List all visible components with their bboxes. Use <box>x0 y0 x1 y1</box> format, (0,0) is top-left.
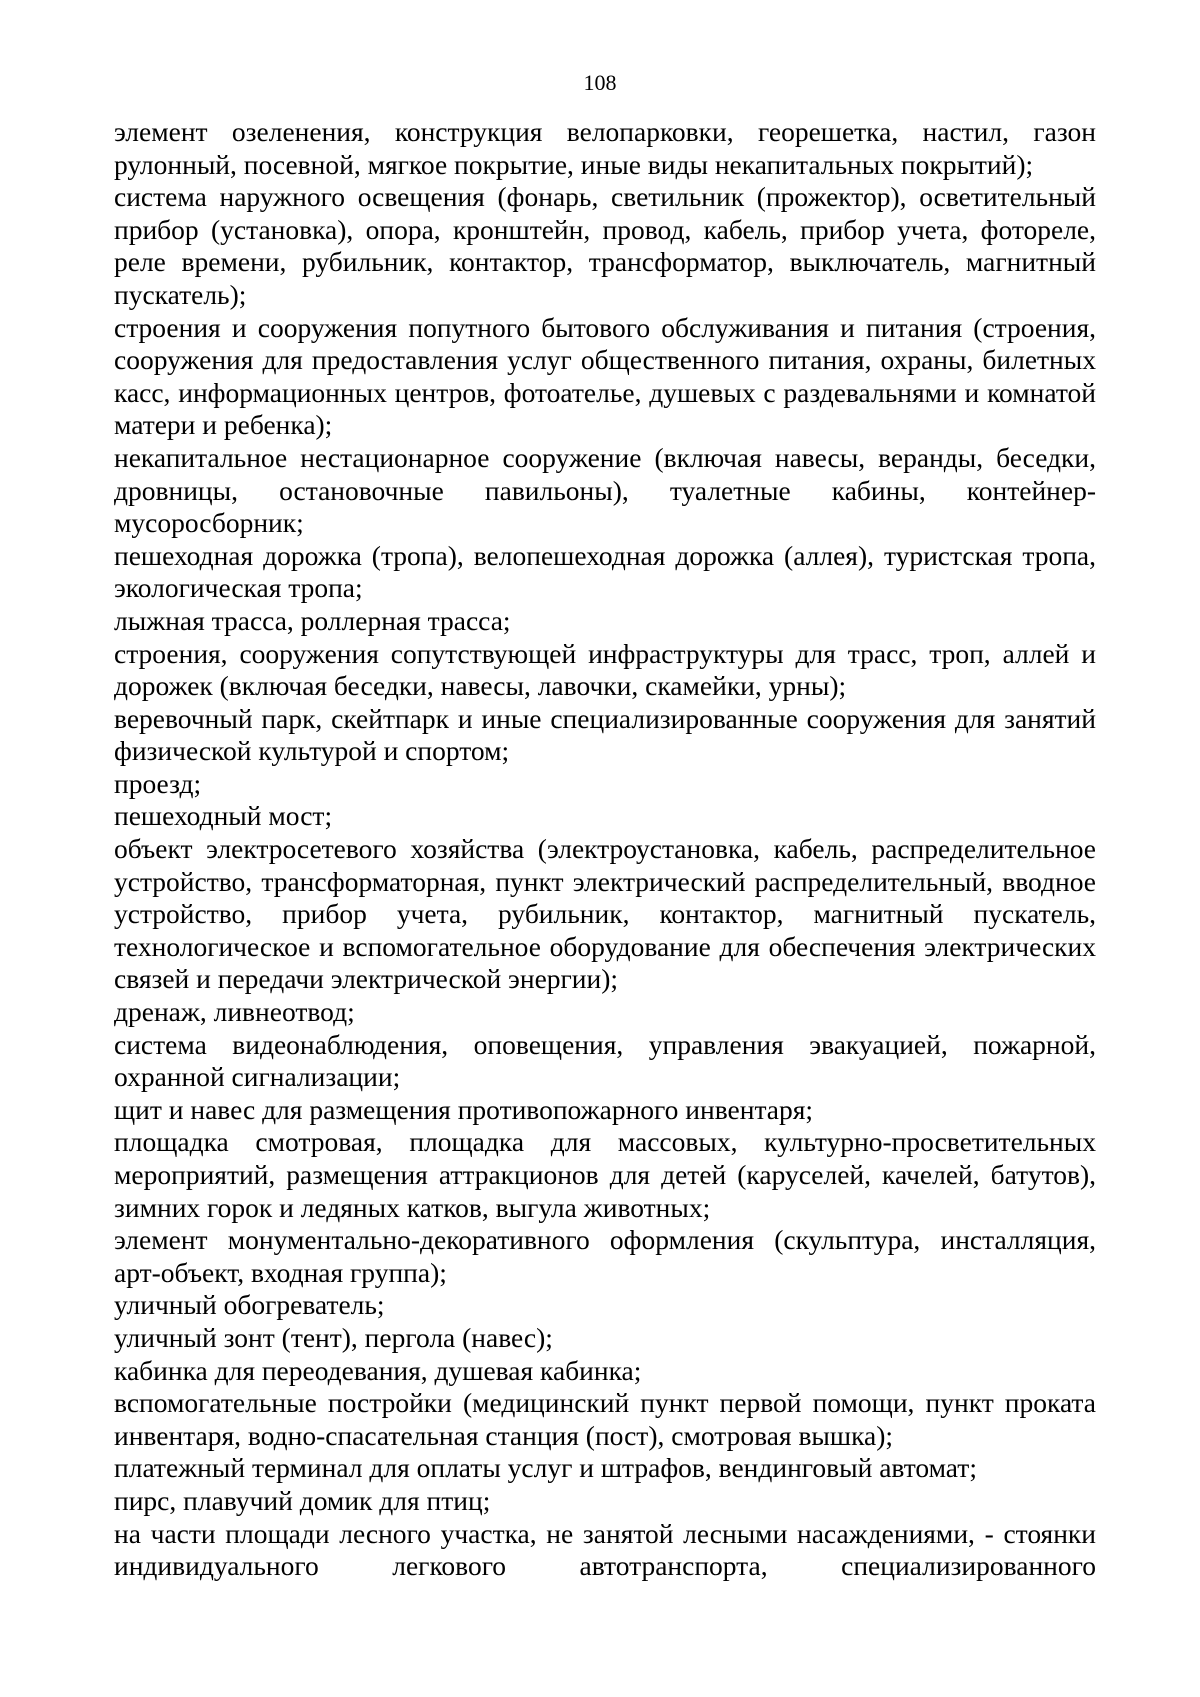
list-item: объект электросетевого хозяйства (электроустановка, кабель, распределительное устройство, трансформаторная, пункт электрический распределительный, вводное устройство, прибор учета, рубильник, контактор, магнитный пускатель, технологическое и вспомогательное оборудование для обеспечения электрических связей и передачи электрической энергии); <box>114 833 1096 995</box>
list-item: пирс, плавучий домик для птиц; <box>114 1484 491 1516</box>
list-item: уличный зонт (тент), пергола (навес); <box>114 1321 553 1353</box>
list-item: элемент монументально-декоративного оформления (скульптура, инсталляция, арт-объект, входная группа); <box>114 1224 1096 1288</box>
list-item: площадка смотровая, площадка для массовых, культурно-просветительных мероприятий, размещения аттракционов для детей (каруселей, качелей, батутов), зимних горок и ледяных катков, выгула животных; <box>114 1126 1096 1223</box>
list-item: система видеонаблюдения, оповещения, управления эвакуацией, пожарной, охранной сигнализации; <box>114 1028 1096 1093</box>
list-item: на части площади лесного участка, не занятой лесными насаждениями, - стоянки индивидуального легкового автотранспорта, специализированного <box>114 1517 1096 1582</box>
page-number: 108 <box>583 70 617 95</box>
list-item: вспомогательные постройки (медицинский пункт первой помощи, пункт проката инвентаря, водно-спасательная станция (пост), смотровая вышка); <box>114 1387 1096 1451</box>
list-item: строения и сооружения попутного бытового обслуживания и питания (строения, сооружения для предоставления услуг общественного питания, охраны, билетных касс, информационных центров, фотоателье, душевых с раздевальнями и комнатой матери и ребенка); <box>114 311 1096 441</box>
list-item: строения, сооружения сопутствующей инфраструктуры для трасс, троп, аллей и дорожек (включая беседки, навесы, лавочки, скамейки, урны); <box>114 637 1096 702</box>
list-item: уличный обогреватель; <box>114 1289 385 1321</box>
list-item: элемент озеленения, конструкция велопарковки, георешетка, настил, газон рулонный, посевной, мягкое покрытие, иные виды некапитальных покрытий); <box>114 116 1096 180</box>
list-item: кабинка для переодевания, душевая кабинка; <box>114 1354 642 1386</box>
list-item: проезд; <box>114 767 202 799</box>
document-body <box>114 116 1096 1583</box>
list-item: система наружного освещения (фонарь, светильник (прожектор), осветительный прибор (установка), опора, кронштейн, провод, кабель, прибор учета, фотореле, реле времени, рубильник, контактор, трансформатор, выключатель, магнитный пускатель); <box>114 181 1096 310</box>
list-item: некапитальное нестационарное сооружение (включая навесы, веранды, беседки, дровницы, остановочные павильоны), туалетные кабины, контейнер-мусоросборник; <box>114 441 1096 539</box>
list-item: пешеходная дорожка (тропа), велопешеходная дорожка (аллея), туристская тропа, экологическая тропа; <box>114 539 1096 604</box>
list-item: веревочный парк, скейтпарк и иные специализированные сооружения для занятий физической культурой и спортом; <box>114 702 1096 767</box>
list-item: пешеходный мост; <box>114 800 333 832</box>
list-item: дренаж, ливнеотвод; <box>114 996 355 1028</box>
list-item: лыжная трасса, роллерная трасса; <box>114 604 511 636</box>
list-item: платежный терминал для оплаты услуг и штрафов, вендинговый автомат; <box>114 1452 977 1484</box>
list-item: щит и навес для размещения противопожарного инвентаря; <box>114 1093 814 1125</box>
